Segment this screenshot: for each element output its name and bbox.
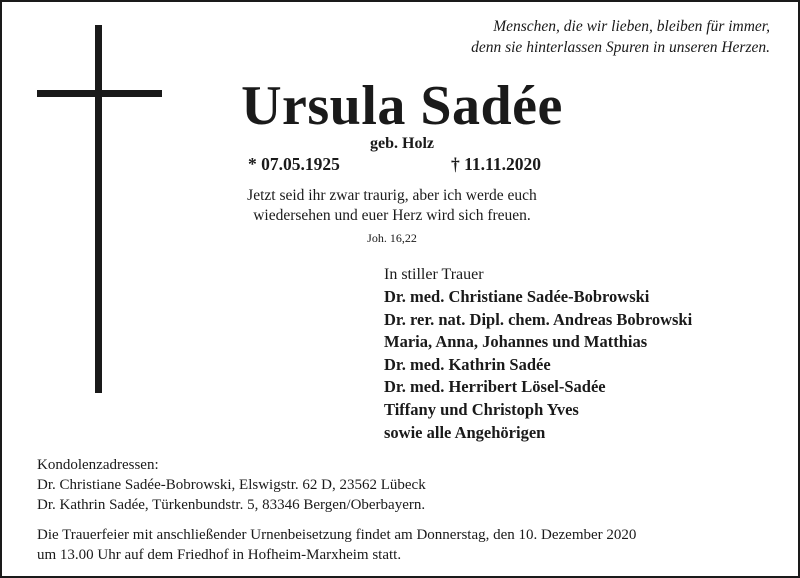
mourner-name: Dr. rer. nat. Dipl. chem. Andreas Bobrowski [384,309,693,329]
mourner-name: Dr. med. Herribert Lösel-Sadée [384,377,606,397]
death-date: † 11.11.2020 [451,154,541,174]
mourner-name: Dr. med. Kathrin Sadée [384,354,551,374]
funeral-service-info [37,525,787,565]
maiden-name: geb. Holz [370,135,434,152]
verse-reference: Joh. 16,22 [367,231,417,245]
condolence-addresses [37,455,777,515]
service-line: um 13.00 Uhr auf dem Friedhof in Hofheim-Marxheim statt. [37,547,402,563]
mourner-name: Tiffany und Christoph Yves [384,399,579,419]
verse-line: Jetzt seid ihr zwar traurig, aber ich werde euch [247,187,537,204]
mourner-name: Dr. med. Christiane Sadée-Bobrowski [384,287,650,306]
mourners-intro: In stiller Trauer [384,266,484,283]
condolence-address: Dr. Christiane Sadée-Bobrowski, Elswigstr. 62 D, 23562 Lübeck [37,477,426,493]
mourner-name: sowie alle Angehörigen [384,422,546,442]
mourners-list [384,264,784,444]
motto-line: Menschen, die wir lieben, bleiben für immer, [493,18,770,35]
condolence-heading: Kondolenzadressen: [37,457,159,473]
mourner-name: Maria, Anna, Johannes und Matthias [384,332,648,352]
bible-verse [202,186,582,226]
motto-line: denn sie hinterlassen Spuren in unseren Herzen. [471,39,770,56]
verse-line: wiedersehen und euer Herz wird sich freuen. [253,207,531,224]
motto [390,16,770,58]
service-line: Die Trauerfeier mit anschließender Urnenbeisetzung findet am Donnerstag, den 10. Dezember 2020 [37,527,637,543]
cross-vertical-bar [95,25,102,393]
birth-date: * 07.05.1925 [248,154,340,174]
deceased-name: Ursula Sadée [241,75,563,137]
condolence-address: Dr. Kathrin Sadée, Türkenbundstr. 5, 83346 Bergen/Oberbayern. [37,497,426,513]
cross-horizontal-bar [37,90,162,97]
